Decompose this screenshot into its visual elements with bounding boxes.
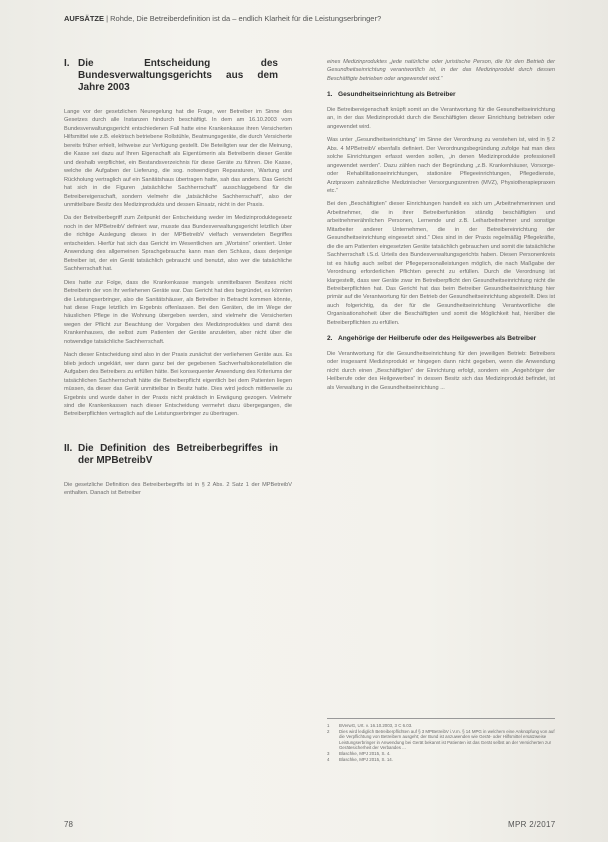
footnote-number: 2 — [327, 728, 330, 734]
paragraph: Bei den „Beschäftigten“ dieser Einrichtungen handelt es sich um „Arbeitnehmerinnen und Arbeitnehmer, die in ihrer Betreiberfunktion ständig beschäftigten und arbeitnehmerähnlichen Personen, Lernende und z.B. Leiharbeitnehmer und sonstige Mitarbeiter anderer Unternehmen, die in der Betreibereinrichtung der Gesundheitseinrichtung eingesetzt sind.“ Dies sind in der Praxis regelmäßig Pflegekräfte, die die am Patienten eingesetzten Geräte tatsächlich gebrauchen und somit die tatsächliche Sachherrschaft i.S.d. Urteils des Bundesverwaltungsgerichts haben. Diesen Personenkreis ist es häufig auch selbst der Pflegepersonalleistungen möglich, die nach Maßgabe der Verordnung erforderlichen Pflichten gerecht zu erfüllen. Durch die Verordnung ist klargestellt, dass wer Geräte zwar im Betreiberpflicht den Gesundheitseinrichtung nicht die Betreiberpflichten hat. Das Gericht hat das beim Betreiber Gesundheitseinrichtung hier primär auf die Verantwortung für den Betrieb der Gesundheitseinrichtung abgestellt. Dies ist auch folgerichtig, da der für die Gesundheitseinrichtung Verantwortliche die Organisationshoheit über die Beschäftigten und somit die Möglichkeit hat, hierüber die Betreiberpflichten zu erfüllen. — [327, 201, 555, 326]
footnote — [327, 729, 555, 751]
paragraph: Die gesetzliche Definition des Betreiberbegriffs ist in § 2 Abs. 2 Satz 1 der MPBetreibV enthalten. Danach ist Betreiber — [64, 481, 292, 497]
footnote-text: Blaschke, MPJ 2015, S. 14. — [339, 756, 393, 762]
paragraph: Die Betreibereigenschaft knüpft somit an die Verantwortung für die Gesundheitseinrichtung an, in der das Medizinprodukt durch die Beschäftigten dieser Einrichtung betrieben oder angewendet wird. — [327, 106, 555, 130]
footnote-number: 3 — [327, 750, 330, 756]
footnotes — [327, 718, 555, 762]
heading-section-1 — [64, 58, 292, 94]
paragraph: eines Medizinproduktes „jede natürliche oder juristische Person, die für den Betrieb der Gesundheitseinrichtung verantwortlich ist, in der das Medizinprodukt durch dessen Beschäftigte betrieben oder angewendet wird.“ — [327, 59, 555, 82]
subheading-text: Angehörige der Heilberufe oder des Heilgewerbes als Betreiber — [338, 335, 537, 343]
page-number: 78 — [64, 820, 73, 829]
header-section: AUFSÄTZE — [64, 14, 104, 23]
subheading-1 — [327, 91, 555, 100]
paragraph: Da der Betreiberbegriff zum Zeitpunkt der Entscheidung weder im Medizinproduktegesetz noch in der MPBetreibV definiert war, musste das Bundesverwaltungsgericht letztlich über die richtige Auslegung dieses in der MPBetreibV vielfach verwendeten Begriffes entscheiden. Hierfür hat sich das Gericht im Wesentlichen am „Wortsinn“ orientiert. Unter Anwendung des allgemeinen Sprachgebrauchs kann man den Schluss, dass derjenige Betreiber ist, der ein Gerät tatsächlich gebraucht und benutzt, also wer die tatsächliche Sachherrschaft hat. — [64, 215, 292, 273]
footnote-number: 4 — [327, 756, 330, 762]
left-column — [64, 58, 292, 503]
footnote-number: 1 — [327, 723, 330, 728]
heading-text: Die Entscheidung des Bundesverwaltungsgerichts aus dem Jahre 2003 — [78, 58, 278, 93]
paragraph: Dies hatte zur Folge, dass die Krankenkasse mangels unmittelbaren Besitzes nicht Betreiberin der von ihr verliehenen Geräte war. Das Gericht hat dies begründet, es könnten die Leistungserbringer, also die Sanitätshäuser, als Betreiber in Betracht kommen könnte, hat diese Frage letztlich im Ergebnis offenlassen. Bei den Geräten, die im Wege der häuslichen Pflege in die Wohnung übergeben werden, sind vielmehr die Versicherten wegen der Pflicht zur Beachtung der Vorgaben des Medizinproduktes und damit des Krankenhauses, die selbst zum Patienten der Geräte anzuleiten, aber nicht über die notwendige tatsächliche Sachherrschaft. — [64, 279, 292, 345]
paragraph: Nach dieser Entscheidung sind also in der Praxis zunächst der verliehenen Geräte aus. Es blieb jedoch ungeklärt, wer dann ganz bei der gegebenen Sachverhaltskonstellation die Aufgaben des Betreibers zu erfüllen hätte. Bei konsequenter Anwendung des Kriteriums der tatsächlichen Sachherrschaft hätte die Betreiberpflicht eigentlich bei dem Patienten liegen müssen, da dieser das Gerät unmittelbar in Besitz hatte. Dies wird jedoch mittlerweile zu Ergebnis und wurde daher in der Praxis nicht praktisch in Erwägung gezogen. Vielmehr sind die Krankenkassen nach dieser Entscheidung vermehrt dazu übergegangen, die Betreiberpflichten vertraglich auf die Leistungserbringer zu übertragen. — [64, 352, 292, 418]
footnote-text: Blaschke, MPJ 2015, S. 4. — [339, 750, 391, 756]
paragraph: Lange vor der gesetzlichen Neuregelung hat die Frage, wer Betreiber im Sinne des Gesetzes durch alle Instanzen hindurch beschäftigt. In dem am 16.10.2003 vom Bundesverwaltungsgericht entschiedenen Fall hatte eine Krankenkasse ihren Versicherten Hilfsmittel wie z.B. elektrisch betriebene Rollstühle, Beatmungsgeräte, die durch Versicherte bereits früher erhielt, leihweise zur Verfügung gestellt. Die Beteiligten war der die Meinung, die Kasse sei dazu auf Ihren Eigenschaft als Eigentümerin als Betreiberin dieser Geräte und deshalb verpflichtet, ein Bestandsverzeichnis für diese Geräte zu führen. Die Kasse, welche die Aufgaben der Lieferung, die sog. notwendigen Reparaturen, Wartung und Rückholung vertraglich auf ein Sanitätshaus übertragen hatte, sah das anders. Das Gericht hat sich in die Figuren „tatsächliche Sachherrschaft“ ausschlaggebend für die Betreibereigenschaft, sondern vielmehr die „tatsächliche Sachherrschaft“, also der unmittelbare Besitz des Medizinprodukts und dessen Einsatz, nicht in der Praxis. — [64, 109, 292, 208]
running-header — [64, 14, 381, 23]
heading-number: II. — [64, 442, 73, 454]
heading-section-2 — [64, 443, 292, 467]
right-column — [327, 58, 555, 397]
header-separator: | — [106, 14, 109, 23]
journal-issue: MPR 2/2017 — [508, 820, 556, 829]
header-article-title: Rohde, Die Betreiberdefinition ist da – endlich Klarheit für die Leistungserbringer? — [110, 14, 382, 23]
heading-text: Die Definition des Betreiberbegriffes in der MPBetreibV — [78, 442, 278, 466]
footnote-text: Dies wird lediglich Betreiberpflichten auf § 3 MPBetreibV i.V.m. § 14 MPG in welchem eine Anknüpfung von auf die Verpflichtung von Betreibern ausgeht; der Bund ist anzuwenden wie Gerät- oder Hilfsmittel ersatzweise Leistungserbringer in Anwendung bei Gerät bekannt ist Patienten ist das Gerät selbst an der Versicherten zur Gerätesicherheit der Verbandes ... — [339, 728, 555, 751]
subheading-number: 2. — [327, 335, 333, 343]
subheading-number: 1. — [327, 91, 333, 99]
paragraph: Was unter „Gesundheitseinrichtung“ im Sinne der Verordnung zu verstehen ist, wird in § 2 Abs. 4 MPBetreibV ebenfalls definiert. Der Verordnungsbegründung zufolge hat man dies solche Einrichtungen erfasst werden sollen, „in denen Medizinprodukte professionell angewendet werden“. Dazu zählen nach der Begründung „z.B. Krankenhäuser, Vorsorge- oder Rehabilitationseinrichtungen, stationäre Pflegeeinrichtungen, Pflegedienste, Arztpraxen zahnärztliche Medizinischer Versorgungszentren (MVZ), Physiotherapiepraxen etc.“ — [327, 137, 555, 195]
footnote-text: BVerwG, Urt. v. 16.10.2003, 3 C 6.03. — [339, 723, 413, 728]
subheading-2 — [327, 335, 555, 344]
heading-number: I. — [64, 58, 70, 69]
subheading-text: Gesundheitseinrichtung als Betreiber — [338, 91, 456, 99]
paragraph: Die Verantwortung für die Gesundheitseinrichtung für den jeweiligen Betrieb: Betreibers oder insgesamt Medizinprodukt er hingegen dann nicht gegeben, wenn die Anwendung nicht durch einen „Beschäftigten“ der Einrichtung erfolgt, sondern ein „Angehöriger der Heilberufe oder des Heilgewerbes“ in dessen Besitz sich das Medizinprodukt befindet, ist als Verwaltung in die Gesundheitseinrichtung ... — [327, 350, 555, 391]
footnote — [327, 757, 555, 763]
